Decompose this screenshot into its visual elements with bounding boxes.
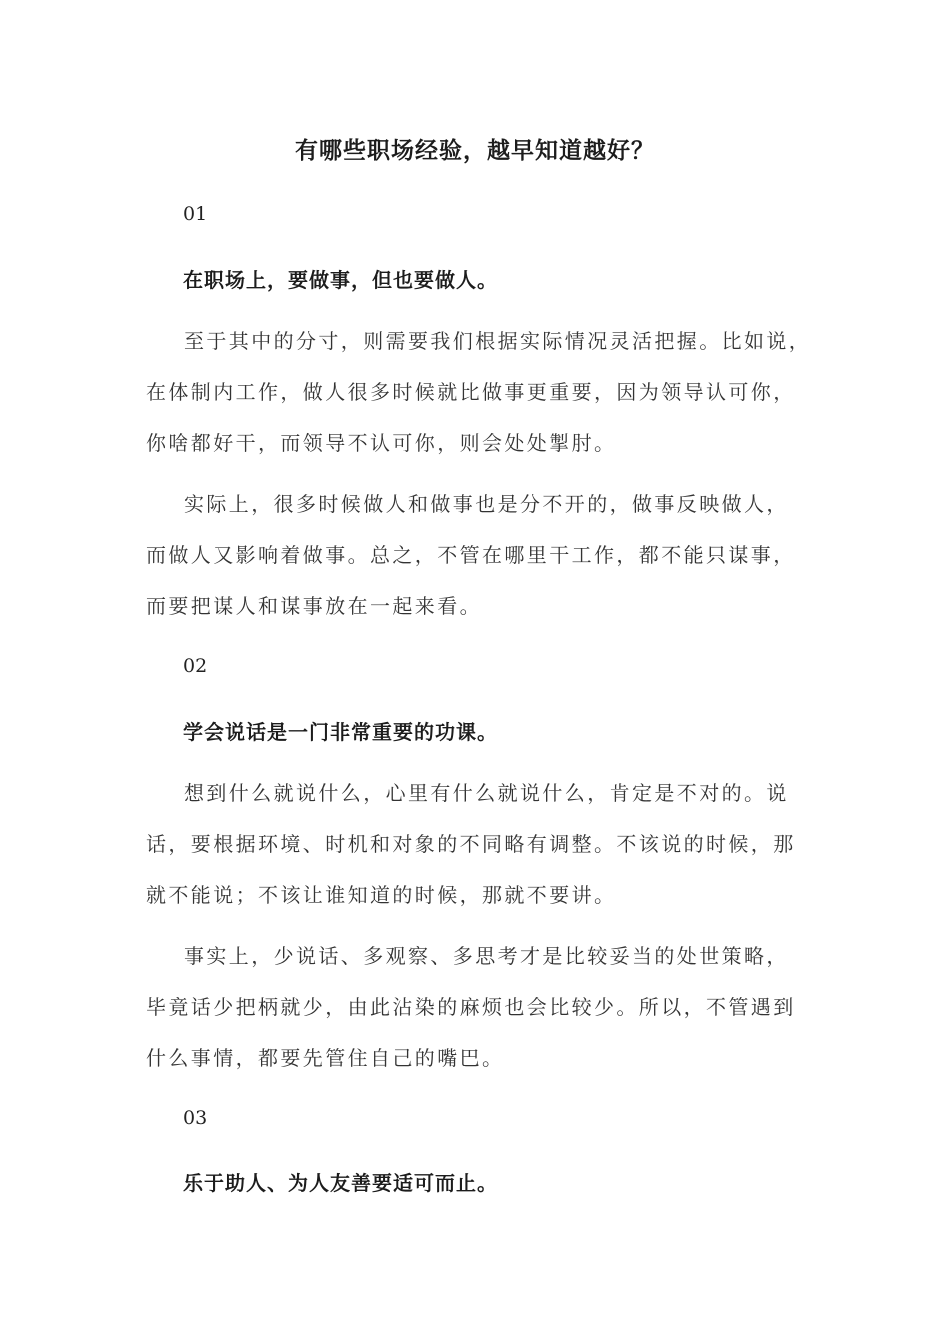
paragraph-line: 什么事情，都要先管住自己的嘴巴。 [146,1046,505,1070]
paragraph [146,479,826,632]
paragraph [146,316,826,469]
paragraph-line: 而要把谋人和谋事放在一起来看。 [146,594,482,618]
section-number: 01 [183,203,208,225]
paragraph [146,768,826,921]
paragraph [146,931,826,1084]
paragraph-line: 在体制内工作，做人很多时候就比做事更重要，因为领导认可你， [146,380,796,404]
paragraph-line: 毕竟话少把柄就少，由此沾染的麻烦也会比较少。所以，不管遇到 [146,995,796,1019]
section-heading: 学会说话是一门非常重要的功课。 [183,720,498,744]
paragraph-line: 实际上，很多时候做人和做事也是分不开的，做事反映做人， [184,492,789,516]
paragraph-line: 而做人又影响着做事。总之，不管在哪里干工作，都不能只谋事， [146,543,796,567]
paragraph-line: 就不能说；不该让谁知道的时候，那就不要讲。 [146,883,617,907]
paragraph-line: 想到什么就说什么，心里有什么就说什么，肯定是不对的。说 [184,781,789,805]
section-heading: 乐于助人、为人友善要适可而止。 [183,1171,498,1195]
paragraph-line: 事实上，少说话、多观察、多思考才是比较妥当的处世策略， [184,944,789,968]
section-heading: 在职场上，要做事，但也要做人。 [183,268,498,292]
section-number: 02 [183,655,208,677]
paragraph-line: 至于其中的分寸，则需要我们根据实际情况灵活把握。比如说， [184,329,812,353]
paragraph-line: 话，要根据环境、时机和对象的不同略有调整。不该说的时候，那 [146,832,796,856]
paragraph-line: 你啥都好干，而领导不认可你，则会处处掣肘。 [146,431,617,455]
section-number: 03 [183,1107,208,1129]
document-title: 有哪些职场经验，越早知道越好？ [295,137,655,164]
